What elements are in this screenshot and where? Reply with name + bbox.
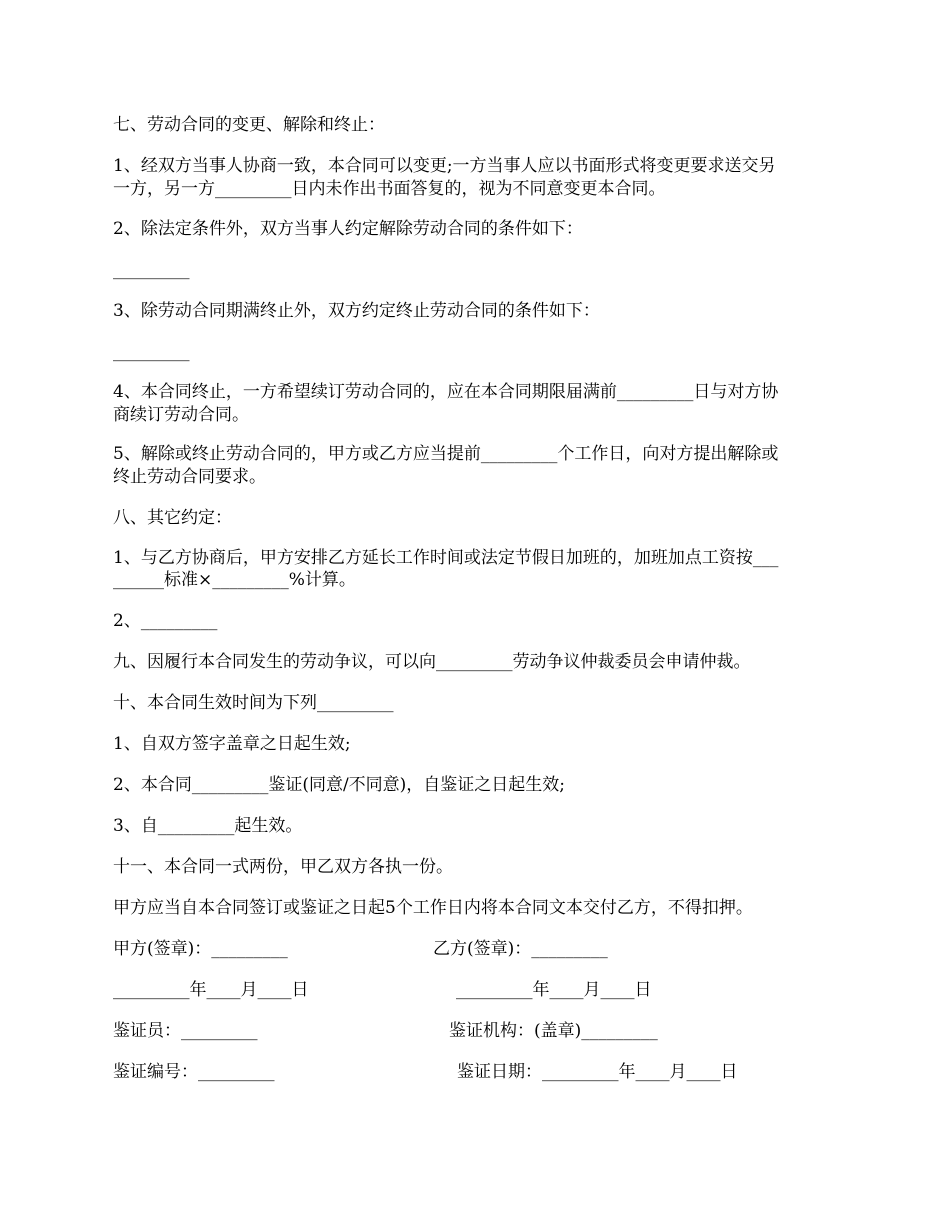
clause-7-3: 3、除劳动合同期满终止外，双方约定终止劳动合同的条件如下：	[113, 301, 600, 321]
party-a-signature: 甲方(签章)：_________	[113, 939, 288, 959]
clause-8-2: 2、_________	[113, 611, 218, 631]
clause-7-1-line-1: 1、经双方当事人协商一致，本合同可以变更;一方当事人应以书面形式将变更要求送交另	[113, 156, 776, 176]
clause-10-3: 3、自_________起生效。	[113, 816, 303, 836]
clause-8-1-line-1: 1、与乙方协商后，甲方安排乙方延长工作时间或法定节假日加班的，加班加点工资按___	[113, 548, 779, 568]
section-7-heading: 七、劳动合同的变更、解除和终止：	[113, 115, 385, 135]
section-11-note: 甲方应当自本合同签订或鉴证之日起5个工作日内将本合同文本交付乙方，不得扣押。	[113, 898, 753, 918]
clause-10-2: 2、本合同_________鉴证(同意/不同意)，自鉴证之日起生效;	[113, 775, 566, 795]
clause-10-1: 1、自双方签字盖章之日起生效;	[113, 734, 351, 754]
clause-7-5-line-1: 5、解除或终止劳动合同的，甲方或乙方应当提前_________个工作日，向对方提出解除或	[113, 444, 779, 464]
section-11-heading: 十一、本合同一式两份，甲乙双方各执一份。	[113, 857, 453, 877]
party-a-date: _________年____月____日	[113, 980, 309, 1000]
clause-7-2-blank: _________	[113, 260, 190, 280]
clause-7-1-line-2: 一方，另一方_________日内未作出书面答复的，视为不同意变更本合同。	[113, 179, 666, 199]
section-10-heading: 十、本合同生效时间为下列_________	[113, 693, 394, 713]
verification-date: 鉴证日期：_________年____月____日	[457, 1062, 738, 1082]
party-b-signature: 乙方(签章)：_________	[433, 939, 608, 959]
clause-8-1-line-2: ______标准×_________%计算。	[113, 570, 356, 590]
verification-number: 鉴证编号：_________	[113, 1062, 275, 1082]
clause-7-3-blank: _________	[113, 342, 190, 362]
clause-7-4-line-1: 4、本合同终止，一方希望续订劳动合同的，应在本合同期限届满前_________日与对方协	[113, 382, 779, 402]
section-8-heading: 八、其它约定：	[113, 508, 232, 528]
verifier: 鉴证员：_________	[113, 1021, 258, 1041]
clause-7-5-line-2: 终止劳动合同要求。	[113, 467, 266, 487]
clause-7-4-line-2: 商续订劳动合同。	[113, 405, 249, 425]
verifying-org: 鉴证机构：(盖章)_________	[449, 1021, 658, 1041]
clause-7-2: 2、除法定条件外，双方当事人约定解除劳动合同的条件如下：	[113, 219, 583, 239]
party-b-date: _________年____月____日	[456, 980, 652, 1000]
section-9: 九、因履行本合同发生的劳动争议，可以向_________劳动争议仲裁委员会申请仲裁。	[113, 652, 751, 672]
